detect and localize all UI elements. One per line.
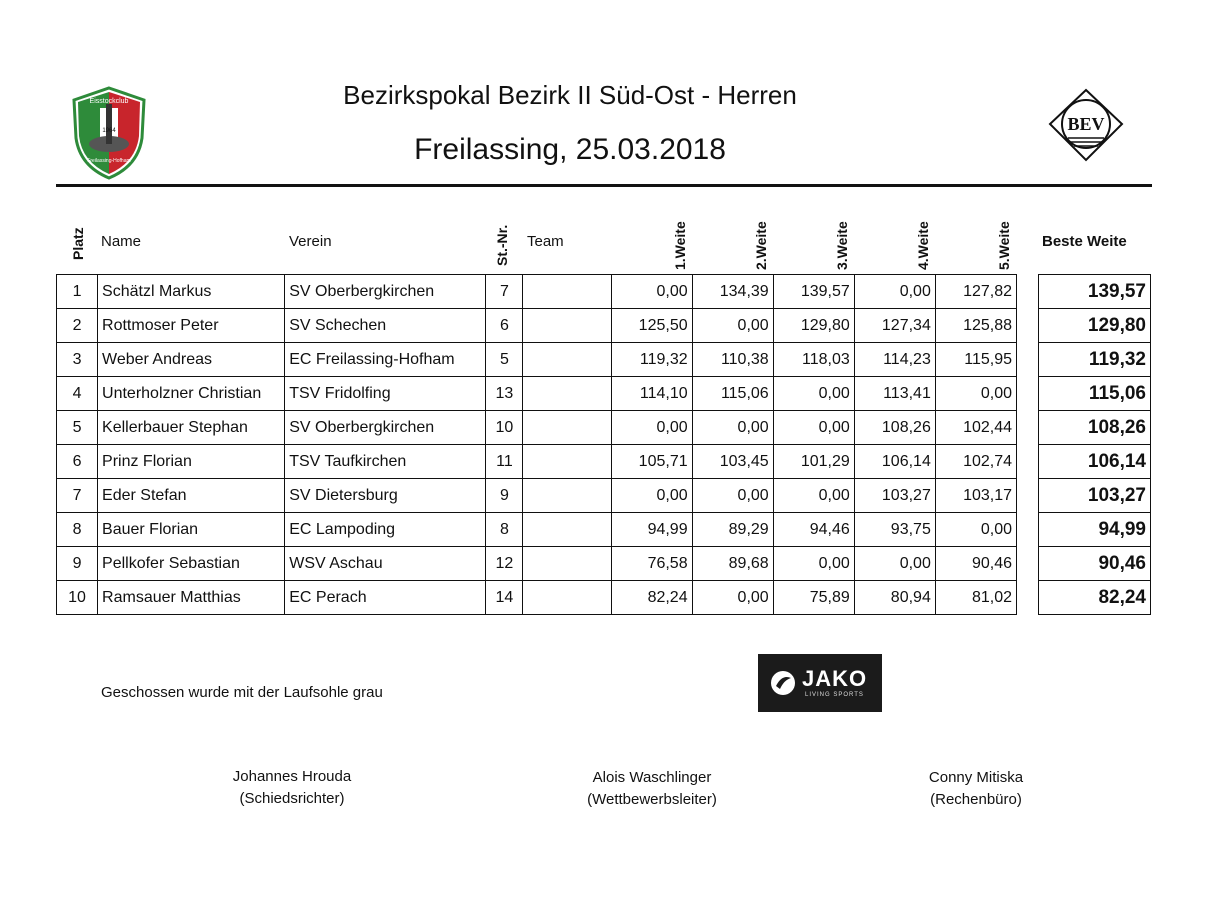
cell-w5: 0,00 <box>935 377 1016 411</box>
best-row <box>1039 445 1151 479</box>
cell-w3: 0,00 <box>773 411 854 445</box>
col-header-verein: Verein <box>289 233 332 250</box>
cell-platz: 3 <box>57 343 98 377</box>
note-text: Geschossen wurde mit der Laufsohle grau <box>101 684 383 701</box>
cell-w5: 102,44 <box>935 411 1016 445</box>
cell-team <box>523 411 611 445</box>
cell-best: 82,24 <box>1039 581 1151 615</box>
cell-w3: 75,89 <box>773 581 854 615</box>
cell-w1: 119,32 <box>611 343 692 377</box>
cell-stnr: 6 <box>486 309 523 343</box>
cell-w1: 114,10 <box>611 377 692 411</box>
cell-w2: 0,00 <box>692 581 773 615</box>
cell-w1: 125,50 <box>611 309 692 343</box>
sponsor-name: JAKO <box>802 666 868 691</box>
cell-w5: 115,95 <box>935 343 1016 377</box>
cell-w4: 113,41 <box>854 377 935 411</box>
col-header-w5: 5.Weite <box>996 221 1012 270</box>
cell-w5: 103,17 <box>935 479 1016 513</box>
cell-platz: 8 <box>57 513 98 547</box>
cell-best: 108,26 <box>1039 411 1151 445</box>
cell-name: Bauer Florian <box>98 513 285 547</box>
cell-best: 139,57 <box>1039 275 1151 309</box>
cell-platz: 7 <box>57 479 98 513</box>
best-row <box>1039 411 1151 445</box>
best-row <box>1039 377 1151 411</box>
cell-w5: 125,88 <box>935 309 1016 343</box>
table-row <box>57 411 1017 445</box>
cell-team <box>523 309 611 343</box>
col-header-best: Beste Weite <box>1042 233 1127 250</box>
cell-w1: 0,00 <box>611 479 692 513</box>
cell-best: 90,46 <box>1039 547 1151 581</box>
cell-verein: SV Oberbergkirchen <box>285 411 486 445</box>
cell-verein: EC Lampoding <box>285 513 486 547</box>
signature-role: (Schiedsrichter) <box>239 790 345 807</box>
svg-text:BEV: BEV <box>1067 114 1105 134</box>
table-row <box>57 479 1017 513</box>
cell-w5: 0,00 <box>935 513 1016 547</box>
header-divider <box>56 184 1152 187</box>
cell-platz: 10 <box>57 581 98 615</box>
cell-w3: 0,00 <box>773 479 854 513</box>
cell-w5: 102,74 <box>935 445 1016 479</box>
cell-w4: 80,94 <box>854 581 935 615</box>
signature-role: (Rechenbüro) <box>930 791 1022 808</box>
cell-stnr: 9 <box>486 479 523 513</box>
cell-verein: SV Schechen <box>285 309 486 343</box>
cell-w3: 94,46 <box>773 513 854 547</box>
cell-w1: 76,58 <box>611 547 692 581</box>
cell-w4: 0,00 <box>854 275 935 309</box>
table-row <box>57 513 1017 547</box>
signature-name: Conny Mitiska <box>928 769 1024 786</box>
best-row <box>1039 479 1151 513</box>
cell-best: 119,32 <box>1039 343 1151 377</box>
cell-verein: EC Perach <box>285 581 486 615</box>
signature-name: Johannes Hrouda <box>232 768 352 785</box>
cell-team <box>523 479 611 513</box>
cell-platz: 9 <box>57 547 98 581</box>
cell-name: Eder Stefan <box>98 479 285 513</box>
cell-stnr: 13 <box>486 377 523 411</box>
cell-verein: TSV Taufkirchen <box>285 445 486 479</box>
cell-w4: 108,26 <box>854 411 935 445</box>
cell-w1: 82,24 <box>611 581 692 615</box>
cell-w1: 0,00 <box>611 275 692 309</box>
signature-role: (Wettbewerbsleiter) <box>587 791 717 808</box>
cell-name: Weber Andreas <box>98 343 285 377</box>
cell-best: 129,80 <box>1039 309 1151 343</box>
best-row <box>1039 547 1151 581</box>
cell-team <box>523 377 611 411</box>
signature-1 <box>172 766 412 810</box>
cell-w2: 89,29 <box>692 513 773 547</box>
table-row <box>57 343 1017 377</box>
cell-team <box>523 343 611 377</box>
cell-stnr: 10 <box>486 411 523 445</box>
cell-stnr: 8 <box>486 513 523 547</box>
cell-platz: 4 <box>57 377 98 411</box>
col-header-w3: 3.Weite <box>834 221 850 270</box>
results-table <box>56 274 1017 615</box>
sponsor-tagline: LIVING SPORTS <box>805 692 864 698</box>
cell-w3: 139,57 <box>773 275 854 309</box>
cell-w3: 0,00 <box>773 547 854 581</box>
sponsor-logo <box>758 654 882 712</box>
cell-w4: 114,23 <box>854 343 935 377</box>
results-body <box>57 275 1017 615</box>
cell-w4: 93,75 <box>854 513 935 547</box>
club-logo <box>70 86 148 180</box>
cell-w2: 134,39 <box>692 275 773 309</box>
col-header-w1: 1.Weite <box>672 221 688 270</box>
cell-team <box>523 581 611 615</box>
best-row <box>1039 343 1151 377</box>
signature-3 <box>856 767 1096 811</box>
cell-team <box>523 513 611 547</box>
cell-w2: 115,06 <box>692 377 773 411</box>
cell-team <box>523 445 611 479</box>
cell-w1: 94,99 <box>611 513 692 547</box>
cell-w3: 129,80 <box>773 309 854 343</box>
cell-w2: 103,45 <box>692 445 773 479</box>
cell-w4: 0,00 <box>854 547 935 581</box>
table-row <box>57 275 1017 309</box>
svg-text:Freilassing-Hofham: Freilassing-Hofham <box>87 158 131 164</box>
cell-team <box>523 275 611 309</box>
best-body <box>1039 275 1151 615</box>
best-row <box>1039 275 1151 309</box>
cell-w2: 110,38 <box>692 343 773 377</box>
bev-logo <box>1046 88 1126 162</box>
cell-stnr: 11 <box>486 445 523 479</box>
table-row <box>57 445 1017 479</box>
cell-verein: EC Freilassing-Hofham <box>285 343 486 377</box>
cell-name: Rottmoser Peter <box>98 309 285 343</box>
cell-stnr: 5 <box>486 343 523 377</box>
cell-best: 115,06 <box>1039 377 1151 411</box>
signature-name: Alois Waschlinger <box>592 769 712 786</box>
cell-stnr: 7 <box>486 275 523 309</box>
cell-w4: 106,14 <box>854 445 935 479</box>
cell-best: 103,27 <box>1039 479 1151 513</box>
cell-verein: SV Oberbergkirchen <box>285 275 486 309</box>
col-header-stnr: St.-Nr. <box>494 224 510 266</box>
svg-text:1964: 1964 <box>102 128 116 134</box>
cell-w3: 118,03 <box>773 343 854 377</box>
cell-name: Kellerbauer Stephan <box>98 411 285 445</box>
best-row <box>1039 581 1151 615</box>
cell-verein: SV Dietersburg <box>285 479 486 513</box>
cell-platz: 2 <box>57 309 98 343</box>
cell-stnr: 12 <box>486 547 523 581</box>
col-header-name: Name <box>101 233 142 250</box>
table-row <box>57 547 1017 581</box>
cell-name: Pellkofer Sebastian <box>98 547 285 581</box>
cell-w5: 90,46 <box>935 547 1016 581</box>
table-row <box>57 581 1017 615</box>
page-subtitle: Freilassing, 25.03.2018 <box>414 133 726 166</box>
cell-name: Ramsauer Matthias <box>98 581 285 615</box>
cell-w2: 89,68 <box>692 547 773 581</box>
cell-platz: 6 <box>57 445 98 479</box>
cell-w3: 101,29 <box>773 445 854 479</box>
cell-w1: 105,71 <box>611 445 692 479</box>
cell-w1: 0,00 <box>611 411 692 445</box>
cell-name: Prinz Florian <box>98 445 285 479</box>
cell-best: 106,14 <box>1039 445 1151 479</box>
table-row <box>57 377 1017 411</box>
cell-w5: 81,02 <box>935 581 1016 615</box>
cell-best: 94,99 <box>1039 513 1151 547</box>
best-row <box>1039 309 1151 343</box>
cell-w2: 0,00 <box>692 479 773 513</box>
col-header-w2: 2.Weite <box>753 221 769 270</box>
cell-name: Schätzl Markus <box>98 275 285 309</box>
best-table <box>1038 274 1151 615</box>
cell-name: Unterholzner Christian <box>98 377 285 411</box>
page-title: Bezirkspokal Bezirk II Süd-Ost - Herren <box>343 80 797 110</box>
table-row <box>57 309 1017 343</box>
cell-verein: TSV Fridolfing <box>285 377 486 411</box>
cell-platz: 1 <box>57 275 98 309</box>
col-header-team: Team <box>527 233 564 250</box>
cell-team <box>523 547 611 581</box>
svg-text:Eisstockclub: Eisstockclub <box>89 98 129 105</box>
cell-platz: 5 <box>57 411 98 445</box>
cell-stnr: 14 <box>486 581 523 615</box>
best-row <box>1039 513 1151 547</box>
col-header-w4: 4.Weite <box>915 221 931 270</box>
signature-2 <box>532 767 772 811</box>
cell-w2: 0,00 <box>692 309 773 343</box>
cell-w2: 0,00 <box>692 411 773 445</box>
col-header-platz: Platz <box>70 227 86 260</box>
cell-w5: 127,82 <box>935 275 1016 309</box>
cell-w3: 0,00 <box>773 377 854 411</box>
cell-w4: 103,27 <box>854 479 935 513</box>
cell-verein: WSV Aschau <box>285 547 486 581</box>
cell-w4: 127,34 <box>854 309 935 343</box>
